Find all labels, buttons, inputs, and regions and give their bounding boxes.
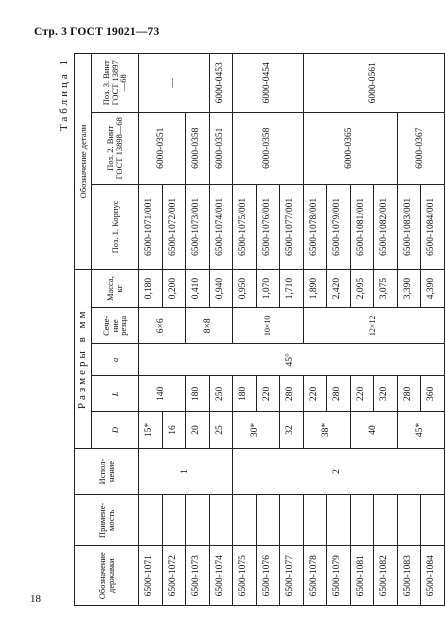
table-cell: 45*: [397, 412, 444, 448]
table-cell: 6500-1072/001: [162, 184, 186, 269]
table-cell: [350, 495, 374, 546]
table-cell: 6500-1078/001: [303, 184, 327, 269]
table-cell: 6500-1084/001: [421, 184, 445, 269]
rotated-table-area: [56, 53, 437, 606]
table-cell: 1,890: [303, 269, 327, 307]
table-cell: 6500-1073: [186, 546, 210, 606]
execution-1: 1: [139, 448, 233, 495]
table-cell: 250: [209, 376, 233, 412]
col-pos3: Поз. 3. Винт ГОСТ 13897—68: [92, 54, 139, 113]
table-cell: 6000-0351: [209, 112, 233, 184]
table-cell: 1,710: [280, 269, 304, 307]
table-cell: 32: [280, 412, 304, 448]
table-cell: 6500-1083/001: [397, 184, 421, 269]
table-cell: 6500-1081: [350, 546, 374, 606]
table-cell: 10×10: [233, 308, 304, 344]
table-cell: 20: [186, 412, 210, 448]
table-cell: 280: [327, 376, 351, 412]
table-cell: 6500-1071/001: [139, 184, 163, 269]
col-mass: Масса, кг: [92, 269, 139, 307]
col-d: D: [92, 412, 139, 448]
table-cell: 38*: [303, 412, 350, 448]
table-cell: —: [139, 54, 210, 113]
table-cell: 6000-0351: [139, 112, 186, 184]
table-cell: 6500-1077: [280, 546, 304, 606]
table-cell: [303, 495, 327, 546]
table-cell: 280: [397, 376, 421, 412]
table-cell: 6000-0453: [209, 54, 233, 113]
table-cell: 8×8: [186, 308, 233, 344]
table-cell: 6500-1083: [397, 546, 421, 606]
col-pos2: Поз. 2. Винт ГОСТ 13898—68: [92, 112, 139, 184]
table-cell: 6500-1084: [421, 546, 445, 606]
table-cell: 320: [374, 376, 398, 412]
table-cell: 15*: [139, 412, 163, 448]
table-cell: [139, 495, 163, 546]
table-cell: 2,095: [350, 269, 374, 307]
table-cell: 6000-0561: [303, 54, 444, 113]
table-cell: 4,390: [421, 269, 445, 307]
angle-a: 45°: [139, 344, 445, 376]
table-cell: 6500-1082: [374, 546, 398, 606]
table-cell: 6500-1079: [327, 546, 351, 606]
table-cell: [421, 495, 445, 546]
table-cell: 6500-1075: [233, 546, 257, 606]
table-cell: [280, 495, 304, 546]
execution-2: 2: [233, 448, 445, 495]
table-cell: 6000-0358: [186, 112, 210, 184]
table-cell: 2,420: [327, 269, 351, 307]
table-cell: 0,950: [233, 269, 257, 307]
table-cell: [209, 495, 233, 546]
table-cell: 220: [350, 376, 374, 412]
table-cell: 6500-1072: [162, 546, 186, 606]
table-cell: 6500-1074: [209, 546, 233, 606]
table-caption: Таблица 1: [58, 57, 70, 132]
table-cell: [374, 495, 398, 546]
group-detail: Обозначение детали: [75, 54, 92, 270]
table-cell: 6500-1073/001: [186, 184, 210, 269]
table-cell: 16: [162, 412, 186, 448]
col-l: L: [92, 376, 139, 412]
page-number: 18: [30, 593, 41, 605]
table-cell: 6500-1071: [139, 546, 163, 606]
table-row: [186, 54, 210, 606]
table-row: [139, 54, 163, 606]
table-cell: 6×6: [139, 308, 186, 344]
table-cell: 0,200: [162, 269, 186, 307]
table-cell: 0,940: [209, 269, 233, 307]
table-cell: 12×12: [303, 308, 444, 344]
table-cell: 3,390: [397, 269, 421, 307]
col-a: a: [92, 344, 139, 376]
table-cell: 6000-0454: [233, 54, 304, 113]
table-cell: 1,070: [256, 269, 280, 307]
table-cell: 6500-1076/001: [256, 184, 280, 269]
table-cell: 30*: [233, 412, 280, 448]
col-execution: Испол- нение: [75, 448, 139, 495]
table-cell: [162, 495, 186, 546]
table-cell: [327, 495, 351, 546]
table-cell: 6000-0367: [397, 112, 444, 184]
page-header: Стр. 3 ГОСТ 19021—73: [34, 26, 160, 38]
table-cell: 6500-1076: [256, 546, 280, 606]
table-row: [233, 54, 257, 606]
table-cell: 220: [256, 376, 280, 412]
table-cell: 0,410: [186, 269, 210, 307]
table-cell: 360: [421, 376, 445, 412]
col-section: Сече- ние резца: [92, 308, 139, 344]
table-cell: 6500-1079/001: [327, 184, 351, 269]
table-cell: 6500-1074/001: [209, 184, 233, 269]
col-designation: Обозначение державки: [75, 546, 139, 606]
group-sizes: Размеры в мм: [75, 269, 92, 448]
table-cell: 6000-0358: [233, 112, 304, 184]
table-cell: 280: [280, 376, 304, 412]
table-cell: 140: [139, 376, 186, 412]
table-cell: [397, 495, 421, 546]
table-cell: 180: [186, 376, 210, 412]
table-cell: 180: [233, 376, 257, 412]
table-cell: [186, 495, 210, 546]
col-applicability: Примене- мость: [75, 495, 139, 546]
table-cell: 220: [303, 376, 327, 412]
table-cell: 6500-1082/001: [374, 184, 398, 269]
table-cell: 25: [209, 412, 233, 448]
table-cell: 0,180: [139, 269, 163, 307]
table-cell: [256, 495, 280, 546]
specification-table: [74, 53, 445, 606]
table-cell: 6000-0365: [303, 112, 397, 184]
table-cell: 6500-1077/001: [280, 184, 304, 269]
table-cell: 40: [350, 412, 397, 448]
table-cell: [233, 495, 257, 546]
table-cell: 6500-1075/001: [233, 184, 257, 269]
table-cell: 3,075: [374, 269, 398, 307]
table-row: [303, 54, 327, 606]
table-cell: 6500-1078: [303, 546, 327, 606]
col-pos1: Поз. 1. Корпус: [92, 184, 139, 269]
table-cell: 6500-1081/001: [350, 184, 374, 269]
